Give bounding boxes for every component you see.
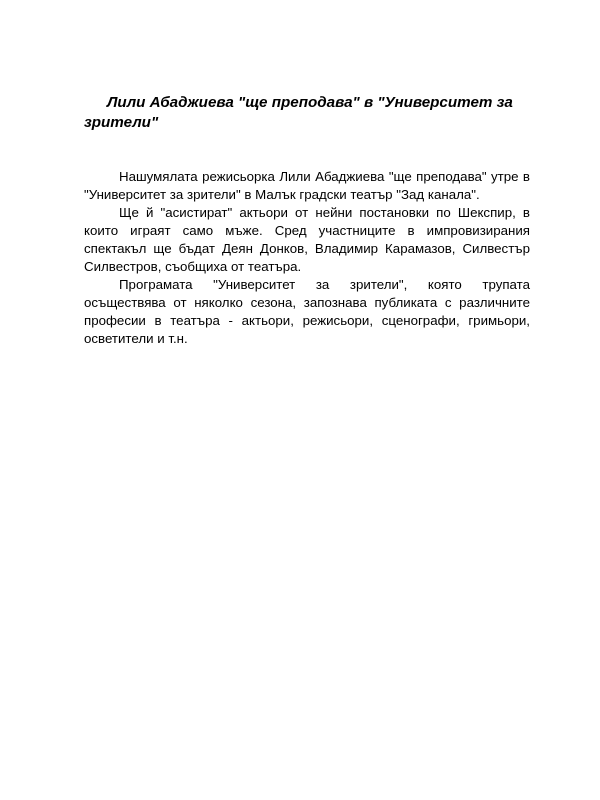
- article-paragraph: Нашумялата режисьорка Лили Абаджиева "ще преподава" утре в "Университет за зрители" в Малък градски театър "Зад канала".: [84, 169, 530, 202]
- article: [84, 93, 530, 348]
- article-body: [84, 168, 530, 348]
- article-paragraph: Програмата "Университет за зрители", която трупата осъществява от няколко сезона, запознава публиката с различните професии в театъра - актьори, режисьори, сценографи, гримьори, осветители и т.н.: [84, 277, 530, 346]
- article-title: Лили Абаджиева "ще преподава" в "Университет за зрители": [84, 94, 513, 131]
- article-paragraph: Ще й "асистират" актьори от нейни постановки по Шекспир, в които играят само мъже. Сред участниците в импровизирания спектакъл ще бъдат Деян Донков, Владимир Карамазов, Силвестър Силвестров, съобщиха от театъра.: [84, 205, 530, 274]
